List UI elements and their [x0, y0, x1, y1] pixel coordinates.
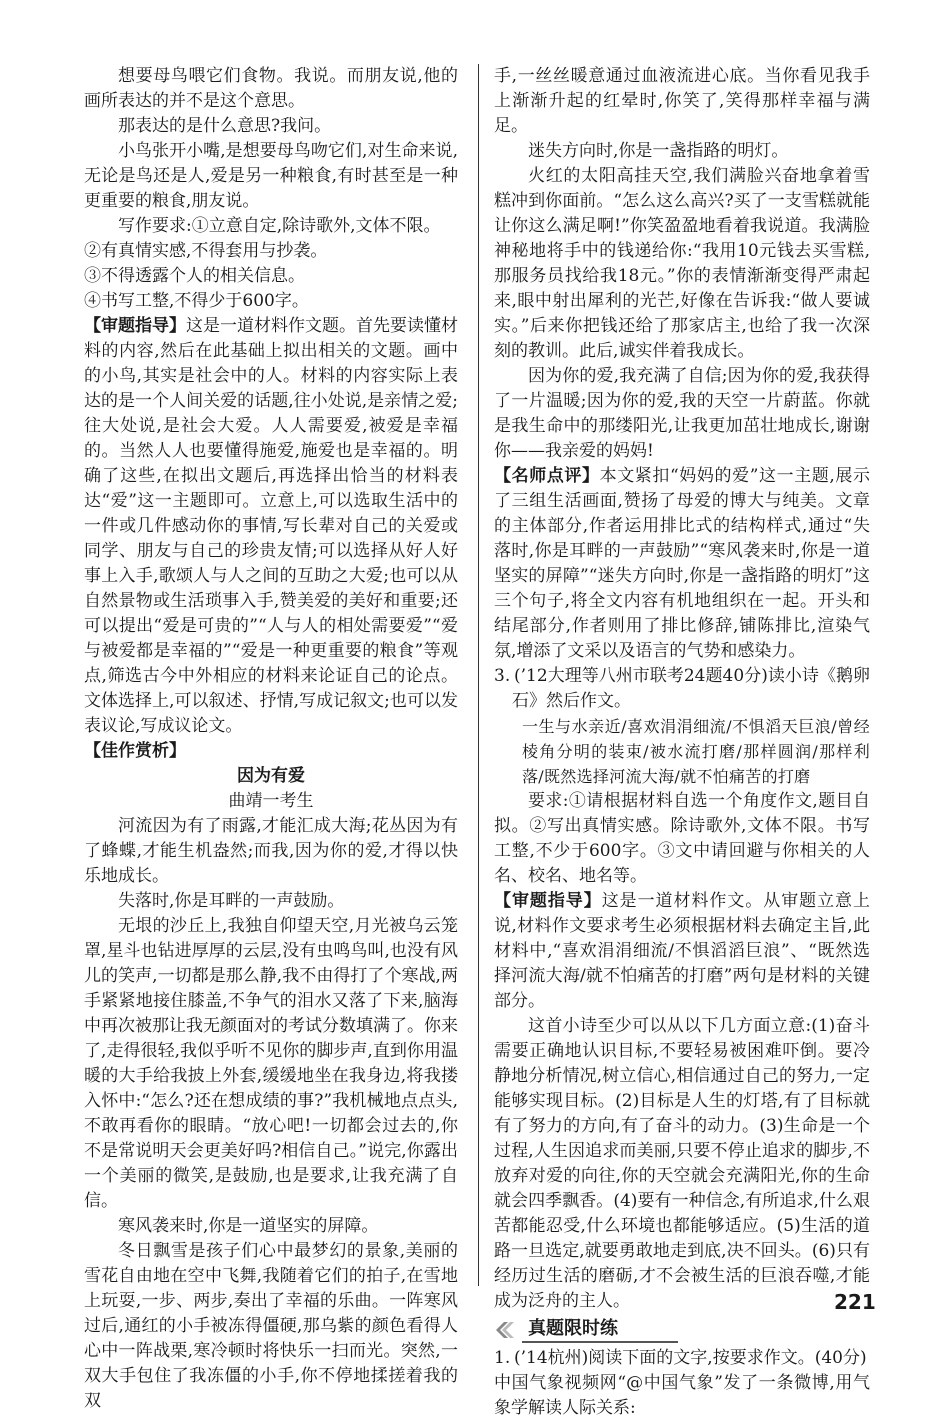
question-number: 1. — [494, 1348, 511, 1368]
section-banner — [494, 1316, 870, 1344]
right-column — [494, 64, 870, 1421]
essay-paragraph: 冬日飘雪是孩子们心中最梦幻的景象,美丽的雪花自由地在空中飞舞,我随着它们的拍子,在雪地上玩耍,一步、两步,奏出了幸福的乐曲。一阵寒风过后,通红的小手被冻得僵硬,那乌紫的颜色看得人心中一阵战栗,寒冷顿时将快乐一扫而光。突然,一双大手包住了我冻僵的小手,你不停地揉搓着我的双 — [84, 1241, 458, 1411]
analysis-paragraph: 这首小诗至少可以从以下几方面立意:(1)奋斗需要正确地认识目标,不要轻易被困难吓倒。要冷静地分析情况,树立信心,相信通过自己的努力,一定能够实现目标。(2)目标是人生的灯塔,有了目标就有了努力的方向,有了奋斗的动力。(3)生命是一个过程,人生因追求而美丽,只要不停止追求的脚步,不放弃对爱的向往,你的天空就会充满阳光,你的生命就会四季飘香。(4)要有一种信念,有所追求,什么艰苦都能忍受,什么环境也都能够适应。(5)生活的道路一旦选定,就要勇敢地走到底,决不回头。(6)只有经历过生活的磨砺,才不会被生活的巨浪吞噬,才能成为泛舟的主人。 — [494, 1016, 870, 1311]
comment-text: 本文紧扣“妈妈的爱”这一主题,展示了三组生活画面,赞扬了母爱的博大与纯美。文章的主体部分,作者运用排比式的结构样式,通过“失落时,你是耳畔的一声鼓励”“寒风袭来时,你是一道坚实的屏障”“迷失方向时,你是一盏指路的明灯”这三个句子,将全文内容有机地组织在一起。开头和结尾部分,作者则用了排比修辞,铺陈排比,渲染气氛,增添了文采以及语言的气势和感染力。 — [494, 466, 870, 661]
question-text: (’12大理等八州市联考24题40分)读小诗《鹅卵石》然后作文。 — [512, 666, 870, 711]
question-continuation: 中国气象视频网“@中国气象”发了一条微博,用气象学解读人际关系: — [494, 1373, 870, 1418]
guide-tag: 【审题指导】 — [84, 316, 186, 336]
requirements: 要求:①请根据材料自选一个角度作文,题目自拟。②写出真情实感。除诗歌外,文体不限。书写工整,不少于600字。③文中请回避与你相关的人名、校名、地名等。 — [494, 791, 870, 886]
banner-title: 真题限时练 — [522, 1317, 678, 1343]
paragraph: 那表达的是什么意思?我问。 — [118, 116, 332, 136]
double-chevron-icon — [494, 1319, 516, 1341]
essay-paragraph: 失落时,你是耳畔的一声鼓励。 — [118, 891, 345, 911]
essay-paragraph: 河流因为有了雨露,才能汇成大海;花丛因为有了蜂蝶,才能生机盎然;而我,因为你的爱,才得以快乐地成长。 — [84, 816, 458, 886]
comment-tag: 【名师点评】 — [494, 466, 600, 486]
column-divider — [478, 64, 479, 1286]
essay-paragraph: 迷失方向时,你是一盏指路的明灯。 — [528, 141, 789, 161]
guide-tag: 【审题指导】 — [494, 891, 602, 911]
paragraph: 小鸟张开小嘴,是想要母鸟吻它们,对生命来说,无论是鸟还是人,爱是另一种粮食,有时甚至是一种更重要的粮食,朋友说。 — [84, 141, 458, 211]
writing-requirement: ③不得透露个人的相关信息。 — [84, 266, 305, 286]
guide-paragraph — [494, 889, 870, 1014]
essay-paragraph: 无垠的沙丘上,我独自仰望天空,月光被乌云笼罩,星斗也钻进厚厚的云层,没有虫鸣鸟叫,也没有风儿的笑声,一切都是那么静,我不由得打了个寒战,两手紧紧地接住膝盖,不争气的泪水又落了下来,脑海中再次被那让我无颜面对的考试分数填满了。你来了,走得很轻,我似乎听不见你的脚步声,直到你用温暖的大手给我披上外套,缓缓地坐在我身边,将我搂入怀中:“怎么?还在想成绩的事?”我机械地点点头,不敢再看你的眼睛。“放心吧!一切都会过去的,你不是常说明天会更美好吗?相信自己。”说完,你露出一个美丽的微笑,是鼓励,也是要求,让我充满了自信。 — [84, 916, 458, 1211]
question-text: (’14杭州)阅读下面的文字,按要求作文。(40分) — [514, 1348, 867, 1368]
writing-requirement: ④书写工整,不得少于600字。 — [84, 291, 309, 311]
essay-paragraph: 因为你的爱,我充满了自信;因为你的爱,我获得了一片温暖;因为你的爱,我的天空一片蔚蓝。你就是我生命中的那缕阳光,让我更加茁壮地成长,谢谢你——我亲爱的妈妈! — [494, 366, 870, 461]
essay-paragraph: 火红的太阳高挂天空,我们满脸兴奋地拿着雪糕冲到你面前。“怎么这么高兴?买了一支雪糕就能让你这么满足啊!”你笑盈盈地看着我说道。我满脸神秘地将手中的钱递给你:“我用10元钱去买雪糕,那服务员找给我18元。”你的表情渐渐变得严肃起来,眼中射出犀利的光芒,好像在告诉我:“做人要诚实。”后来你把钱还给了那家店主,也给了我一次深刻的教训。此后,诚实伴着我成长。 — [494, 166, 870, 361]
comment-paragraph — [494, 464, 870, 664]
question-3 — [494, 664, 870, 714]
paragraph: 想要母鸟喂它们食物。我说。而朋友说,他的画所表达的并不是这个意思。 — [84, 66, 458, 111]
essay-paragraph: 手,一丝丝暖意通过血液流进心底。当你看见我手上渐渐升起的红晕时,你笑了,笑得那样幸福与满足。 — [494, 66, 870, 136]
essay-title: 因为有爱 — [237, 766, 305, 786]
writing-requirement: 写作要求:①立意自定,除诗歌外,文体不限。 — [118, 216, 441, 236]
essay-author: 曲靖一考生 — [228, 791, 314, 811]
writing-requirement: ②有真情实感,不得套用与抄袭。 — [84, 241, 328, 261]
essay-paragraph: 寒风袭来时,你是一道坚实的屏障。 — [118, 1216, 379, 1236]
question-number: 3. — [494, 666, 511, 686]
question-1 — [494, 1346, 870, 1371]
page-number: 221 — [834, 1290, 876, 1314]
guide-paragraph — [84, 314, 458, 739]
guide-text: 这是一道材料作文。从审题立意上说,材料作文要求考生必须根据材料去确定主旨,此材料中,“喜欢涓涓细流/不惧滔滔巨浪”、“既然选择河流大海/就不怕痛苦的打磨”两句是材料的关键部分。 — [494, 891, 871, 1011]
appreciation-tag: 【佳作赏析】 — [84, 741, 186, 761]
guide-text: 这是一道材料作文题。首先要读懂材料的内容,然后在此基础上拟出相关的文题。画中的小鸟,其实是社会中的人。材料的内容实际上表达的是一个人间关爱的话题,往小处说,是亲情之爱;往大处说,是社会大爱。人人需要爱,被爱是幸福的。当然人人也要懂得施爱,施爱也是幸福的。明确了这些,在拟出文题后,再选择出恰当的材料表达“爱”这一主题即可。立意上,可以选取生活中的一件或几件感动你的事情,写长辈对自己的关爱或同学、朋友与自己的珍贵友情;可以选择从好人好事上入手,歌颂人与人之间的互助之大爱;也可以从自然景物或生活琐事入手,赞美爱的美好和重要;还可以提出“爱是可贵的”“人与人的相处需要爱”“爱与被爱都是幸福的”“爱是一种更重要的粮食”等观点,筛选古今中外相应的材料来论证自己的论点。文体选择上,可以叙述、抒情,写成记叙文;也可以发表议论,写成议论文。 — [84, 316, 458, 736]
poem: 一生与水亲近/喜欢涓涓细流/不惧滔天巨浪/曾经棱角分明的装束/被水流打磨/那样圆润/那样利落/既然选择河流大海/就不怕痛苦的打磨 — [522, 717, 870, 786]
left-column — [84, 64, 458, 1414]
